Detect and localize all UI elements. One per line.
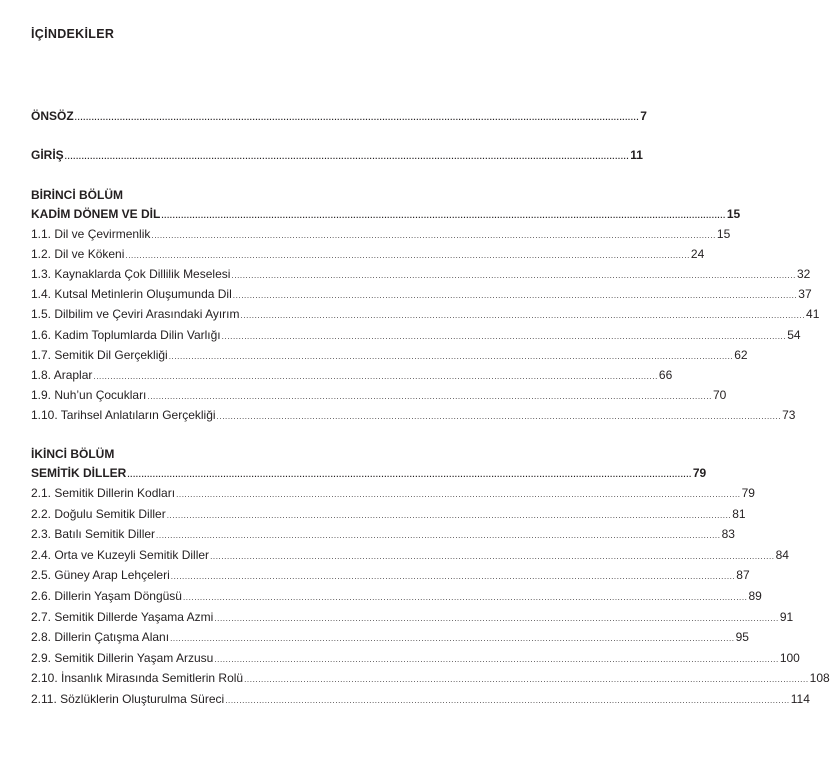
toc-entry-onsoz[interactable] xyxy=(31,106,647,126)
toc-entry-page: 15 xyxy=(716,227,731,241)
toc-entry-page: 79 xyxy=(692,466,707,480)
dot-leader: ........................................................................................................................................................................................................ xyxy=(127,470,692,479)
toc-entry-page: 84 xyxy=(775,547,789,562)
toc-entry[interactable] xyxy=(31,668,830,688)
toc-entry-label: 2.9. Semitik Dillerin Yaşam Arzusu xyxy=(31,650,214,665)
dot-leader: ........................................................................................................................................................................................................ xyxy=(64,152,630,161)
dot-leader: ........................................................................................................................................................................................................ xyxy=(74,113,640,122)
dot-leader: ........................................................................................................................................................................................................ xyxy=(244,675,809,685)
toc-entry-page: 95 xyxy=(735,630,749,645)
toc-entry-page: 41 xyxy=(806,307,820,322)
part-heading: BİRİNCİ BÖLÜM xyxy=(31,188,123,202)
page-title: İÇİNDEKİLER xyxy=(31,27,115,41)
toc-entry-label: GİRİŞ xyxy=(31,148,64,162)
toc-entry-page: 114 xyxy=(790,692,810,706)
dot-leader: ........................................................................................................................................................................................................ xyxy=(214,613,779,623)
toc-entry[interactable] xyxy=(31,524,735,544)
dot-leader: ........................................................................................................................................................................................................ xyxy=(214,654,779,664)
dot-leader: ........................................................................................................................................................................................................ xyxy=(147,391,712,401)
toc-entry-label: 1.1. Dil ve Çevirmenlik xyxy=(31,227,151,241)
part-title-row[interactable] xyxy=(31,463,707,483)
toc-entry[interactable] xyxy=(31,284,812,304)
toc-entry-label: 1.7. Semitik Dil Gerçekliği xyxy=(31,347,168,362)
dot-leader: ........................................................................................................................................................................................................ xyxy=(125,251,690,261)
toc-entry[interactable] xyxy=(31,345,748,365)
part-heading: İKİNCİ BÖLÜM xyxy=(31,447,115,461)
toc-entry[interactable] xyxy=(31,365,673,385)
toc-entry-page: 32 xyxy=(796,267,811,282)
toc-entry-page: 7 xyxy=(640,109,647,123)
toc-entry-label: 1.2. Dil ve Kökeni xyxy=(31,247,125,262)
toc-entry-label: ÖNSÖZ xyxy=(31,109,74,123)
toc-entry-label: 1.4. Kutsal Metinlerin Oluşumunda Dil xyxy=(31,287,232,302)
toc-entry[interactable] xyxy=(31,483,755,503)
toc-entry[interactable] xyxy=(31,607,794,627)
toc-entry[interactable] xyxy=(31,504,746,524)
toc-entry-label: 2.7. Semitik Dillerde Yaşama Azmi xyxy=(31,609,214,624)
toc-entry-page: 11 xyxy=(630,148,643,162)
toc-entry[interactable] xyxy=(31,224,731,244)
dot-leader: ........................................................................................................................................................................................................ xyxy=(168,351,734,361)
toc-entry-page: 73 xyxy=(782,407,796,422)
toc-entry-label: 2.11. Sözlüklerin Oluşturulma Süreci xyxy=(31,692,225,706)
dot-leader: ........................................................................................................................................................................................................ xyxy=(161,211,726,220)
toc-entry-page: 91 xyxy=(779,609,794,624)
toc-entry-label: 2.5. Güney Arap Lehçeleri xyxy=(31,568,170,583)
toc-entry-page: 70 xyxy=(712,387,727,402)
toc-entry[interactable] xyxy=(31,586,762,606)
dot-leader: ........................................................................................................................................................................................................ xyxy=(216,411,782,421)
toc-entry-label: 1.3. Kaynaklarda Çok Dillilik Meselesi xyxy=(31,267,231,282)
toc-entry-label: 2.10. İnsanlık Mirasında Semitlerin Rolü xyxy=(31,671,244,686)
dot-leader: ........................................................................................................................................................................................................ xyxy=(156,531,721,541)
dot-leader: ........................................................................................................................................................................................................ xyxy=(93,371,658,381)
toc-entry[interactable] xyxy=(31,405,796,425)
part-title-row[interactable] xyxy=(31,204,741,224)
toc-entry-page: 15 xyxy=(726,207,741,221)
part-title: KADİM DÖNEM VE DİL xyxy=(31,207,161,221)
toc-entry-page: 24 xyxy=(690,247,705,262)
dot-leader: ........................................................................................................................................................................................................ xyxy=(170,634,735,644)
toc-entry[interactable] xyxy=(31,325,801,345)
toc-entry-page: 100 xyxy=(779,650,800,665)
toc-entry[interactable] xyxy=(31,689,810,709)
toc-entry-page: 54 xyxy=(787,327,801,342)
dot-leader: ........................................................................................................................................................................................................ xyxy=(151,231,716,240)
toc-entry-label: 2.1. Semitik Dillerin Kodları xyxy=(31,486,176,500)
toc-entry-page: 87 xyxy=(736,568,750,583)
dot-leader: ........................................................................................................................................................................................................ xyxy=(210,551,775,561)
dot-leader: ........................................................................................................................................................................................................ xyxy=(176,490,741,499)
toc-entry-page: 37 xyxy=(798,287,812,302)
dot-leader: ........................................................................................................................................................................................................ xyxy=(231,271,796,281)
toc-entry-label: 2.6. Dillerin Yaşam Döngüsü xyxy=(31,589,182,603)
toc-entry[interactable] xyxy=(31,385,727,405)
toc-entry-page: 89 xyxy=(748,589,762,603)
toc-entry-label: 2.8. Dillerin Çatışma Alanı xyxy=(31,630,170,645)
dot-leader: ........................................................................................................................................................................................................ xyxy=(240,311,806,321)
toc-entry-label: 2.4. Orta ve Kuzeyli Semitik Diller xyxy=(31,547,210,562)
dot-leader: ........................................................................................................................................................................................................ xyxy=(225,696,790,705)
dot-leader: ........................................................................................................................................................................................................ xyxy=(221,331,787,341)
toc-entry-label: 1.8. Araplar xyxy=(31,367,93,382)
toc-entry-label: 1.9. Nuh’un Çocukları xyxy=(31,387,147,402)
toc-entry[interactable] xyxy=(31,304,820,324)
toc-entry[interactable] xyxy=(31,627,749,647)
toc-entry-label: 1.5. Dilbilim ve Çeviri Arasındaki Ayırım xyxy=(31,307,240,322)
dot-leader: ........................................................................................................................................................................................................ xyxy=(170,572,736,582)
toc-entry-page: 83 xyxy=(721,527,735,542)
toc-entry-page: 79 xyxy=(741,486,755,500)
dot-leader: ........................................................................................................................................................................................................ xyxy=(232,291,798,301)
toc-entry-label: 2.2. Doğulu Semitik Diller xyxy=(31,506,166,521)
toc-entry[interactable] xyxy=(31,264,811,284)
toc-entry-giris[interactable] xyxy=(31,145,643,165)
toc-entry[interactable] xyxy=(31,244,705,264)
toc-entry[interactable] xyxy=(31,648,800,668)
toc-entry-page: 81 xyxy=(732,506,746,521)
dot-leader: ........................................................................................................................................................................................................ xyxy=(182,593,748,602)
toc-entry-page: 62 xyxy=(734,347,748,362)
dot-leader: ........................................................................................................................................................................................................ xyxy=(166,510,732,520)
toc-entry[interactable] xyxy=(31,565,750,585)
toc-entry[interactable] xyxy=(31,545,789,565)
toc-entry-label: 2.3. Batılı Semitik Diller xyxy=(31,527,156,542)
toc-entry-page: 66 xyxy=(658,367,673,382)
part-title: SEMİTİK DİLLER xyxy=(31,466,127,480)
toc-entry-label: 1.10. Tarihsel Anlatıların Gerçekliği xyxy=(31,407,216,422)
toc-entry-label: 1.6. Kadim Toplumlarda Dilin Varlığı xyxy=(31,327,221,342)
toc-entry-page: 108 xyxy=(809,671,830,686)
